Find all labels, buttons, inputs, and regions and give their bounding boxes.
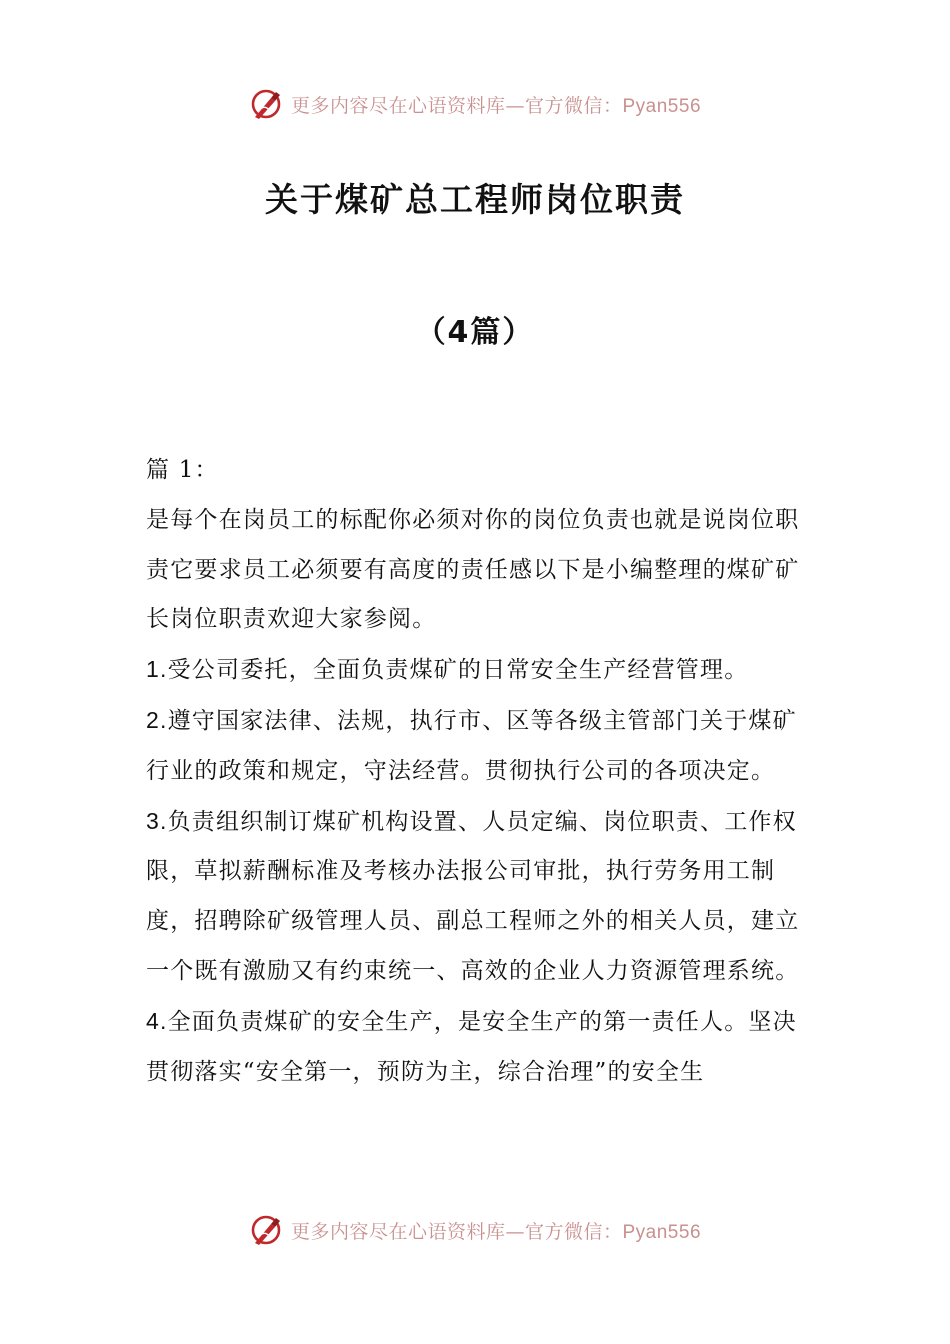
document-subtitle: （4篇） [415, 315, 535, 350]
item-number: 3. [146, 807, 168, 834]
document-title: 关于煤矿总工程师岗位职责 [265, 180, 685, 219]
pen-logo-icon [249, 86, 285, 122]
document-body [146, 446, 806, 1097]
intro-paragraph: 是每个在岗员工的标配你必须对你的岗位负责也就是说岗位职责它要求员工必须要有高度的责任感以下是小编整理的煤矿矿长岗位职责欢迎大家参阅。 [146, 506, 800, 633]
list-item [146, 696, 806, 797]
item-text: 全面负责煤矿的安全生产，是安全生产的第一责任人。坚决贯彻落实“安全第一，预防为主，综合治理”的安全生 [146, 1008, 797, 1085]
header-banner [0, 84, 950, 124]
item-number: 2. [146, 706, 168, 733]
list-item [146, 645, 806, 696]
wechat-id: Pyan556 [622, 95, 702, 117]
footer-banner [0, 1210, 950, 1250]
banner-text: 更多内容尽在心语资料库—官方微信：Pyan556 [290, 1220, 702, 1243]
list-item [146, 997, 806, 1098]
item-number: 1. [146, 656, 168, 683]
list-item [146, 797, 806, 997]
item-text: 负责组织制订煤矿机构设置、人员定编、岗位职责、工作权限，草拟薪酬标准及考核办法报公司审批，执行劳务用工制度，招聘除矿级管理人员、副总工程师之外的相关人员，建立一个既有激励又有约束统一、高效的企业人力资源管理系统。 [146, 808, 800, 984]
wechat-id: Pyan556 [622, 1221, 702, 1243]
pen-logo-icon [249, 1212, 285, 1248]
section-heading: 篇 1： [146, 457, 219, 483]
item-text: 受公司委托，全面负责煤矿的日常安全生产经营管理。 [167, 657, 749, 684]
banner-text: 更多内容尽在心语资料库—官方微信：Pyan556 [290, 94, 702, 117]
item-text: 遵守国家法律、法规，执行市、区等各级主管部门关于煤矿行业的政策和规定，守法经营。贯彻执行公司的各项决定。 [146, 707, 797, 784]
item-number: 4. [146, 1007, 168, 1034]
